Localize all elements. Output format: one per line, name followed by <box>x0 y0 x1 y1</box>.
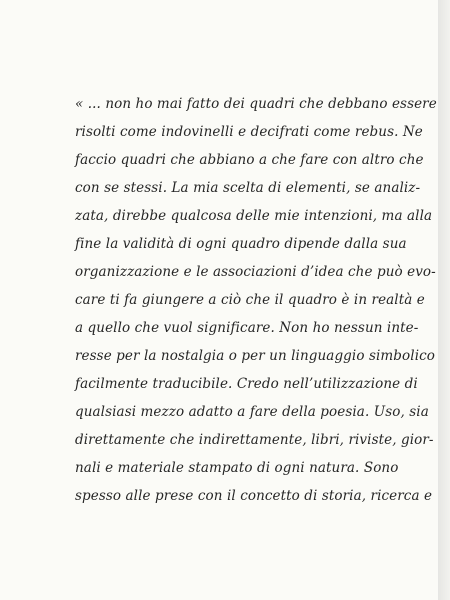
text-line: « ... non ho mai fatto dei quadri che debbano essere <box>75 96 437 112</box>
text-line: a quello che vuol significare. Non ho nessun inte- <box>75 320 419 336</box>
page-edge <box>438 0 450 600</box>
text-line: nali e materiale stampato di ogni natura. Sono <box>75 460 399 476</box>
text-line: risolti come indovinelli e decifrati come rebus. Ne <box>75 124 423 140</box>
text-line: direttamente che indirettamente, libri, riviste, gior- <box>75 432 434 448</box>
text-line: faccio quadri che abbiano a che fare con altro che <box>75 152 424 168</box>
quote-paragraph <box>75 90 437 510</box>
text-line: facilmente traducibile. Credo nell’utilizzazione di <box>75 376 418 392</box>
text-line: resse per la nostalgia o per un linguaggio simbolico <box>75 348 436 364</box>
text-line: organizzazione e le associazioni d’idea che può evo- <box>75 264 436 280</box>
text-line: fine la validità di ogni quadro dipende dalla sua <box>75 236 407 252</box>
text-line: care ti fa giungere a ciò che il quadro è in realtà e <box>75 292 425 308</box>
text-line: con se stessi. La mia scelta di elementi, se analiz- <box>75 180 421 196</box>
text-line: zata, direbbe qualcosa delle mie intenzioni, ma alla <box>75 208 433 224</box>
text-line: spesso alle prese con il concetto di storia, ricerca e <box>75 488 433 504</box>
text-line: qualsiasi mezzo adatto a fare della poesia. Uso, sia <box>75 404 429 420</box>
